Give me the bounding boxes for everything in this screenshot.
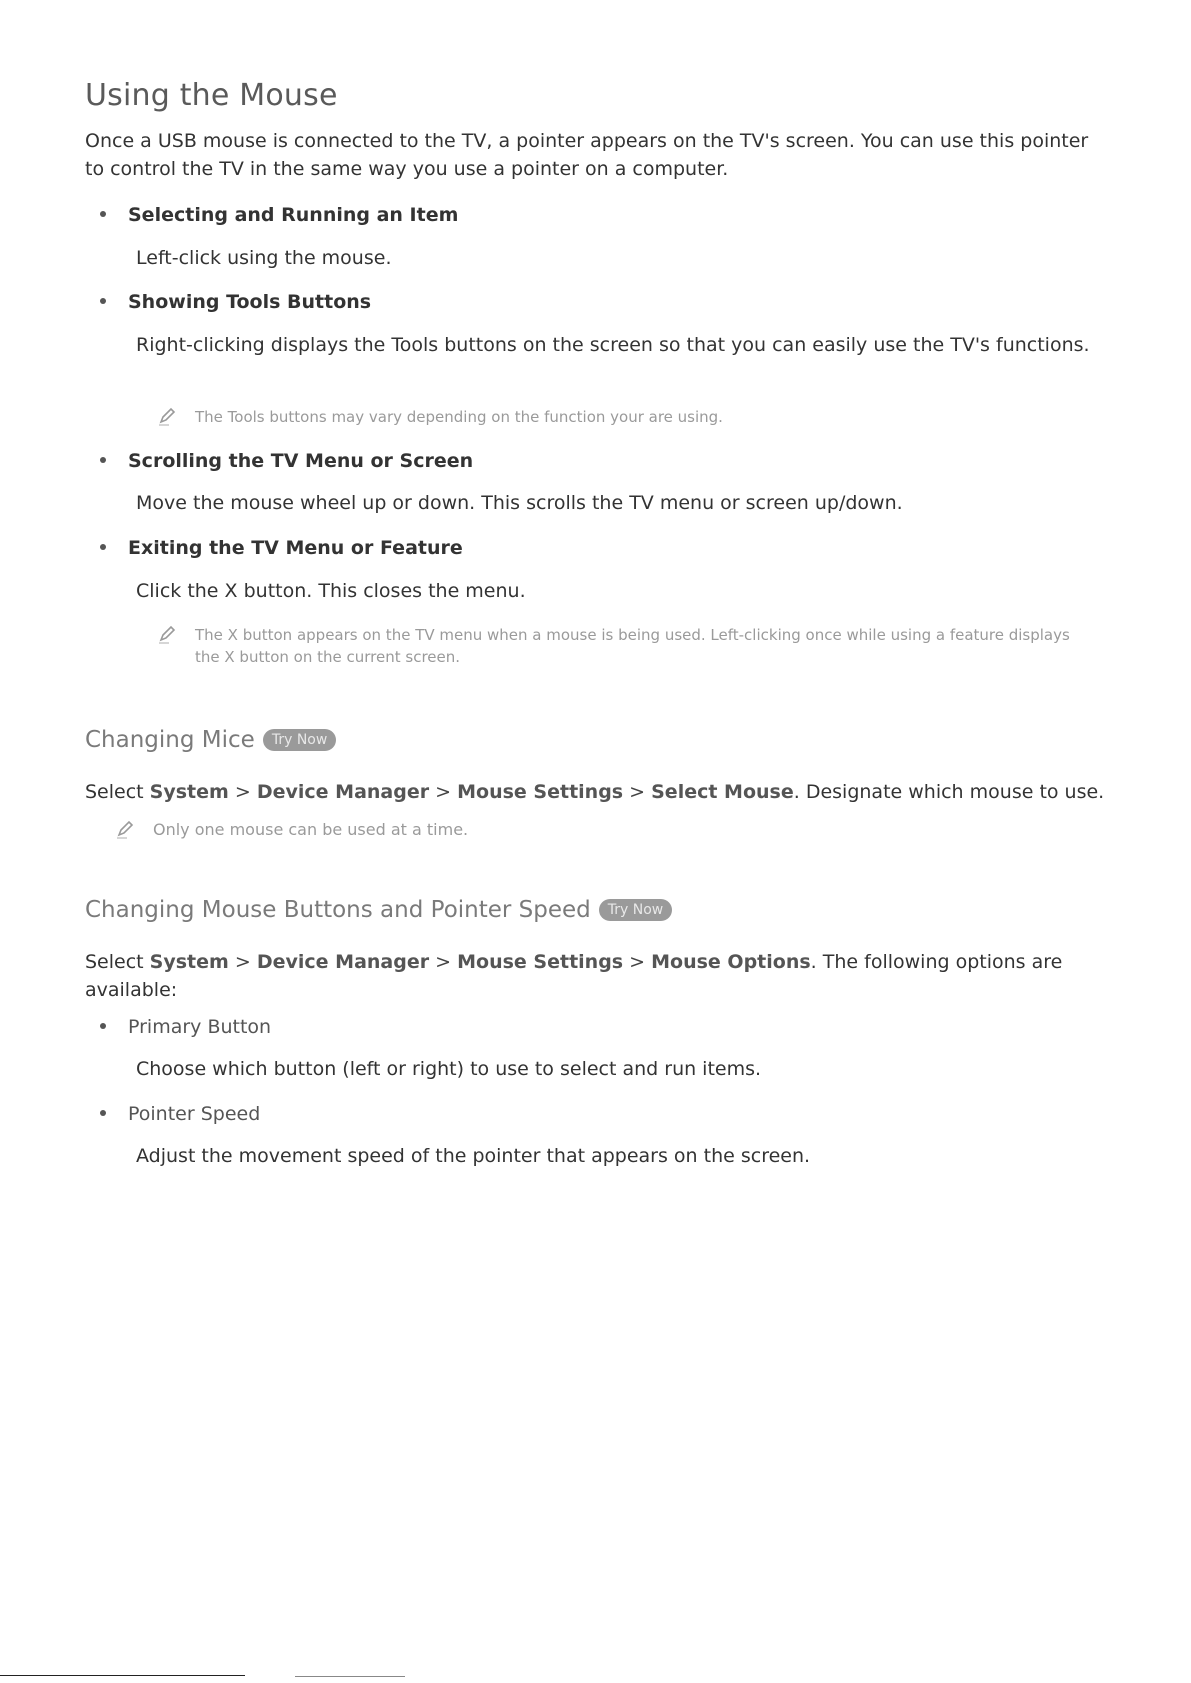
bullet-title-text: Primary Button (128, 1016, 272, 1038)
bullet-primary-button (100, 1016, 271, 1038)
path-lead: Select (85, 951, 144, 973)
path-separator: > (435, 951, 452, 973)
path-separator: > (629, 781, 646, 803)
try-now-button[interactable]: Try Now (263, 729, 336, 751)
bullet-title-text: Showing Tools Buttons (128, 291, 372, 313)
bullet-body: Right-clicking displays the Tools buttons on the screen so that you can easily use the TV's functions. (136, 334, 1090, 356)
bullet-tools (100, 291, 371, 313)
note-text: The X button appears on the TV menu when a mouse is being used. Left-clicking once while using a feature displays the X button on the current screen. (195, 626, 1070, 666)
path-separator: > (629, 951, 646, 973)
note-x-button (157, 624, 1087, 668)
pencil-icon (157, 406, 177, 426)
bullet-dot-icon (100, 298, 106, 304)
section-title: Changing Mouse Buttons and Pointer Speed (85, 897, 591, 923)
bullet-dot-icon (100, 544, 106, 550)
path-separator: > (234, 781, 251, 803)
bullet-body: Choose which button (left or right) to use to select and run items. (136, 1058, 762, 1080)
bullet-dot-icon (100, 211, 106, 217)
bullet-body: Click the X button. This closes the menu. (136, 580, 526, 602)
bullet-exiting (100, 537, 463, 559)
bullet-pointer-speed (100, 1103, 260, 1125)
section-heading-buttons-speed (85, 897, 672, 923)
path-item: System (149, 781, 229, 803)
bullet-selecting (100, 204, 458, 226)
path-item: Device Manager (256, 781, 430, 803)
pencil-icon (157, 624, 177, 644)
note-text: The Tools buttons may vary depending on the function your are using. (195, 408, 723, 426)
path-item: Select Mouse (651, 781, 794, 803)
footer-rule (0, 1675, 245, 1676)
bullet-dot-icon (100, 457, 106, 463)
path-separator: > (435, 781, 452, 803)
path-item: Device Manager (256, 951, 430, 973)
bullet-title-text: Selecting and Running an Item (128, 204, 459, 226)
path-item: Mouse Settings (457, 781, 624, 803)
path-item: System (149, 951, 229, 973)
note-text: Only one mouse can be used at a time. (153, 820, 469, 839)
path-lead: Select (85, 781, 144, 803)
bullet-scrolling (100, 450, 473, 472)
page-title: Using the Mouse (85, 78, 338, 113)
bullet-dot-icon (100, 1110, 106, 1116)
bullet-title-text: Scrolling the TV Menu or Screen (128, 450, 474, 472)
bullet-body: Move the mouse wheel up or down. This scrolls the TV menu or screen up/down. (136, 492, 903, 514)
path-tail: . Designate which mouse to use. (793, 781, 1105, 803)
pencil-icon (115, 819, 135, 839)
mice-menu-path (85, 778, 1105, 806)
note-tools (157, 406, 723, 428)
path-item: Mouse Options (651, 951, 811, 973)
buttons-menu-path (85, 948, 1105, 1004)
mouse-intro: Once a USB mouse is connected to the TV, a pointer appears on the TV's screen. You can use this pointer to control the TV in the same way you use a pointer on a computer. (85, 130, 1089, 180)
bullet-body: Adjust the movement speed of the pointer that appears on the screen. (136, 1145, 811, 1167)
try-now-button[interactable]: Try Now (599, 899, 672, 921)
path-separator: > (234, 951, 251, 973)
path-tail: . The following options are available: (85, 951, 1063, 1001)
bullet-body: Left-click using the mouse. (136, 247, 392, 269)
bullet-title-text: Pointer Speed (128, 1103, 261, 1125)
footer-rule-dashed (295, 1676, 405, 1677)
section-heading-changing-mice (85, 727, 336, 753)
bullet-dot-icon (100, 1023, 106, 1029)
section-title: Changing Mice (85, 727, 255, 753)
bullet-title-text: Exiting the TV Menu or Feature (128, 537, 463, 559)
note-one-mouse (115, 819, 468, 841)
path-item: Mouse Settings (457, 951, 624, 973)
